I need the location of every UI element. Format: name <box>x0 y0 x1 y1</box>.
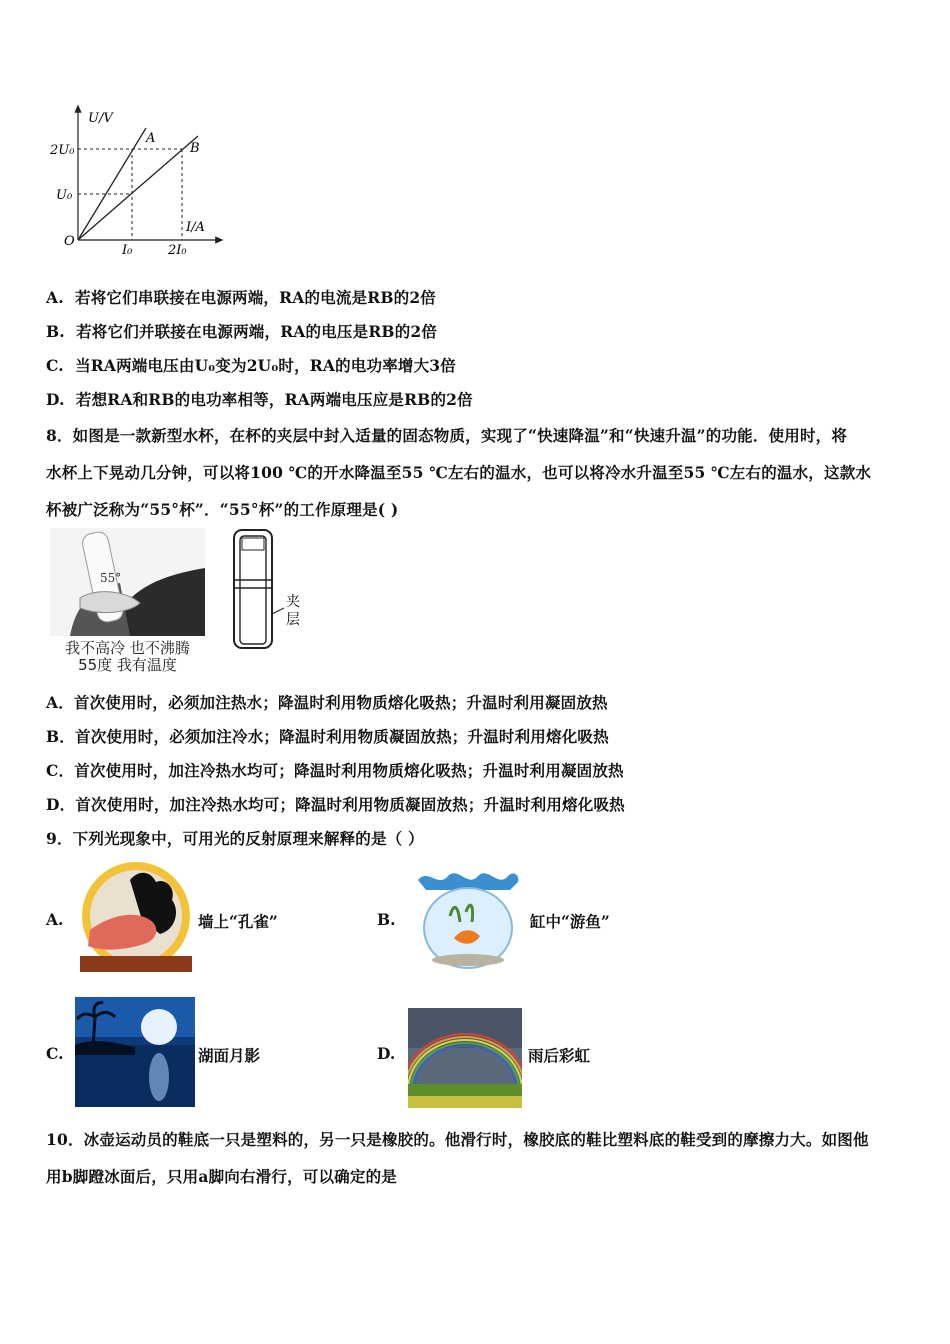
q7-option-d-letter: D. <box>46 390 65 409</box>
q7-option-b <box>46 320 437 342</box>
q10-stem-line2: 用b脚蹬冰面后，只用a脚向右滑行，可以确定的是 <box>46 1167 397 1186</box>
q8-option-d: D．首次使用时，加注冷热水均可；降温时利用物质凝固放热；升温时利用熔化吸热 <box>46 795 625 814</box>
label-a: A <box>146 131 156 146</box>
q9-stem: 9．下列光现象中，可用光的反射原理来解释的是（ ） <box>46 829 424 848</box>
q8-option-c: C．首次使用时，加注冷热水均可；降温时利用物质熔化吸热；升温时利用凝固放热 <box>46 761 624 780</box>
tick-2i0: 2I₀ <box>168 243 187 258</box>
q9-option-c-caption: 湖面月影 <box>198 1046 261 1065</box>
q9-option-a-letter: A. <box>46 910 64 929</box>
q9-option-a-caption: 墙上“孔雀” <box>198 912 278 931</box>
q10-stem-line1: 10．冰壶运动员的鞋底一只是塑料的，另一只是橡胶的。他滑行时，橡胶底的鞋比塑料底的鞋受到的摩擦力大。如图他 <box>46 1130 869 1149</box>
ui-graph <box>50 100 230 260</box>
cup-diagram <box>228 528 318 652</box>
q9-option-b-letter: B. <box>377 910 396 929</box>
q8-option-a: A．首次使用时，必须加注热水；降温时利用物质熔化吸热；升温时利用凝固放热 <box>46 693 608 712</box>
q9-option-c-letter: C. <box>46 1044 64 1063</box>
q7-option-a-text: 若将它们串联接在电源两端，RA的电流是RB的2倍 <box>75 288 437 307</box>
q9-option-d-letter: D. <box>377 1044 396 1063</box>
cup-photo <box>50 528 205 674</box>
q9-option-d-caption: 雨后彩虹 <box>528 1046 591 1065</box>
tick-u0: U₀ <box>56 188 73 203</box>
moon-lake-image <box>75 997 195 1107</box>
q7-option-c-letter: C. <box>46 356 64 375</box>
cup-photo-caption-line2: 55度 我有温度 <box>78 656 177 674</box>
line-a <box>78 128 146 240</box>
fishbowl-image <box>414 866 522 972</box>
q7-option-d-text: 若想RA和RB的电功率相等，RA两端电压应是RB的2倍 <box>75 390 473 409</box>
tick-i0: I₀ <box>122 243 133 258</box>
q7-option-b-letter: B. <box>46 322 65 341</box>
q7-option-c-text: 当RA两端电压由U₀变为2U₀时，RA的电功率增大3倍 <box>75 356 456 375</box>
q8-option-b: B．首次使用时，必须加注冷水；降温时利用物质凝固放热；升温时利用熔化吸热 <box>46 727 609 746</box>
q7-option-a <box>46 286 436 308</box>
cup-photo-caption <box>50 640 205 674</box>
q7-option-a-letter: A. <box>46 288 64 307</box>
q8-stem-line1: 8．如图是一款新型水杯，在杯的夹层中封入适量的固态物质，实现了“快速降温”和“快速升温”的功能．使用时，将 <box>46 426 848 445</box>
x-axis-label: I/A <box>186 220 205 235</box>
q9-option-b-caption: 缸中“游鱼” <box>530 912 610 931</box>
cup-badge: 55° <box>100 571 122 585</box>
q8-stem-line3: 杯被广泛称为“55°杯”．“55°杯”的工作原理是( ) <box>46 500 399 519</box>
q7-option-c <box>46 354 456 376</box>
cup-photo-caption-line1: 我不高冷 也不沸腾 <box>65 639 190 657</box>
diagram-label-top: 夹 <box>286 594 300 610</box>
diagram-label-bottom: 层 <box>286 612 300 628</box>
hand-cup-illustration <box>50 528 205 636</box>
rainbow-image <box>408 1008 522 1108</box>
line-b <box>78 136 198 240</box>
origin-label: O <box>64 234 75 249</box>
q7-option-d <box>46 388 473 410</box>
y-axis-label: U/V <box>88 111 113 126</box>
q8-stem-line2: 水杯上下晃动几分钟，可以将100 ℃的开水降温至55 ℃左右的温水，也可以将冷水升温至55 ℃左右的温水，这款水 <box>46 463 872 482</box>
shadow-puppet-image <box>80 860 192 972</box>
q7-option-b-text: 若将它们并联接在电源两端，RA的电压是RB的2倍 <box>76 322 438 341</box>
label-b: B <box>190 141 200 156</box>
tick-2u0: 2U₀ <box>50 143 75 158</box>
